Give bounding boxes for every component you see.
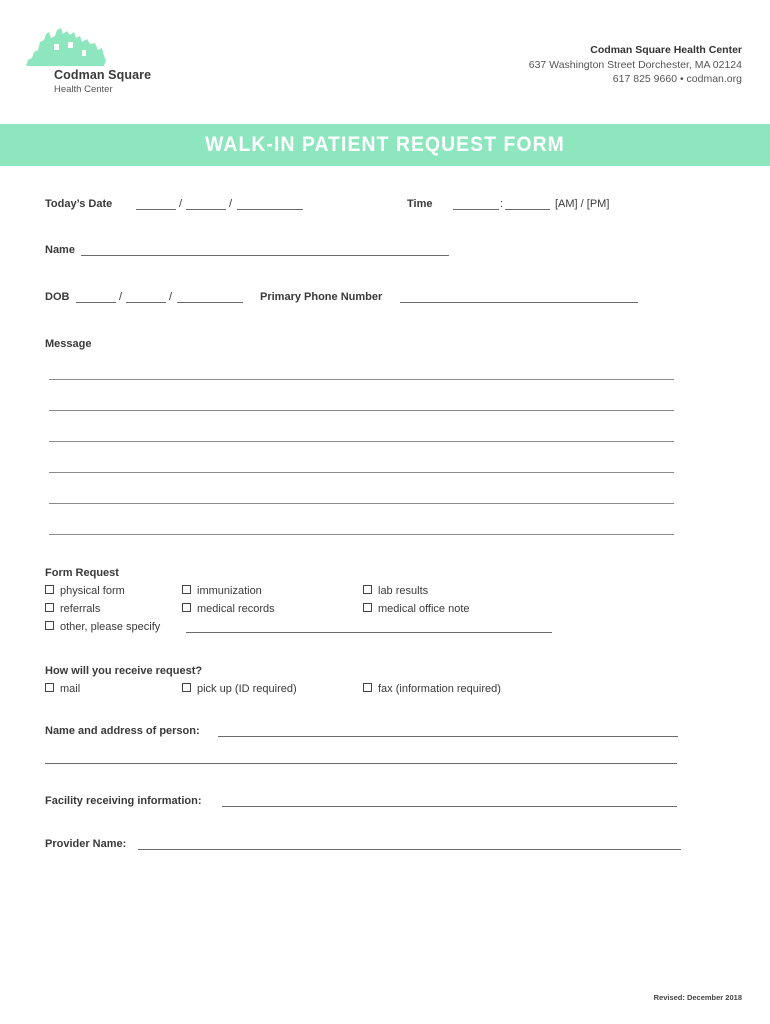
time-minute-field[interactable] bbox=[505, 209, 550, 210]
dob-label: DOB bbox=[45, 291, 70, 303]
date-slash: / bbox=[179, 198, 183, 210]
primary-phone-label: Primary Phone Number bbox=[260, 291, 383, 303]
message-line[interactable] bbox=[49, 379, 674, 380]
form-title: WALK-IN PATIENT REQUEST FORM bbox=[205, 133, 565, 156]
dob-year-field[interactable] bbox=[177, 302, 243, 303]
codman-logo-skyline-icon bbox=[24, 26, 108, 68]
option-immunization[interactable] bbox=[182, 585, 262, 597]
option-other[interactable] bbox=[45, 621, 160, 633]
logo-name: Codman Square bbox=[54, 68, 152, 82]
org-name: Codman Square Health Center bbox=[590, 44, 742, 56]
message-line[interactable] bbox=[49, 472, 674, 473]
dob-month-field[interactable] bbox=[76, 302, 116, 303]
option-physical-form[interactable] bbox=[45, 585, 125, 597]
time-hour-field[interactable] bbox=[453, 209, 499, 210]
option-fax[interactable] bbox=[363, 683, 501, 695]
receive-heading: How will you receive request? bbox=[45, 665, 203, 677]
option-pickup[interactable] bbox=[182, 683, 297, 695]
option-label: mail bbox=[60, 683, 81, 695]
facility-field[interactable] bbox=[222, 806, 677, 807]
date-slash: / bbox=[229, 198, 233, 210]
option-label: physical form bbox=[60, 585, 125, 597]
checkbox[interactable] bbox=[45, 603, 54, 612]
checkbox[interactable] bbox=[45, 683, 54, 692]
option-label: referrals bbox=[60, 603, 101, 615]
option-label: immunization bbox=[197, 585, 262, 597]
checkbox[interactable] bbox=[363, 683, 372, 692]
time-label: Time bbox=[407, 198, 433, 210]
checkbox[interactable] bbox=[363, 603, 372, 612]
message-line[interactable] bbox=[49, 441, 674, 442]
dob-slash: / bbox=[119, 291, 123, 303]
org-info bbox=[529, 43, 742, 87]
revised-note: Revised: December 2018 bbox=[653, 993, 742, 1002]
option-label: medical office note bbox=[378, 603, 470, 615]
provider-field[interactable] bbox=[138, 849, 681, 850]
primary-phone-field[interactable] bbox=[400, 302, 638, 303]
message-label: Message bbox=[45, 338, 92, 350]
dob-slash: / bbox=[169, 291, 173, 303]
checkbox[interactable] bbox=[45, 621, 54, 630]
other-specify-field[interactable] bbox=[186, 632, 552, 633]
name-field[interactable] bbox=[81, 255, 449, 256]
name-label: Name bbox=[45, 244, 75, 256]
date-day-field[interactable] bbox=[186, 209, 226, 210]
logo-subtitle: Health Center bbox=[54, 84, 113, 95]
provider-label: Provider Name: bbox=[45, 838, 127, 850]
option-lab-results[interactable] bbox=[363, 585, 428, 597]
option-label: pick up (ID required) bbox=[197, 683, 297, 695]
org-contact: 617 825 9660 • codman.org bbox=[612, 73, 742, 85]
checkbox[interactable] bbox=[363, 585, 372, 594]
checkbox[interactable] bbox=[182, 683, 191, 692]
org-address: 637 Washington Street Dorchester, MA 02124 bbox=[528, 58, 742, 71]
time-colon: : bbox=[500, 198, 504, 210]
form-request-heading: Form Request bbox=[45, 567, 119, 579]
person-field[interactable] bbox=[218, 736, 678, 737]
checkbox[interactable] bbox=[45, 585, 54, 594]
date-month-field[interactable] bbox=[136, 209, 176, 210]
date-year-field[interactable] bbox=[237, 209, 303, 210]
message-line[interactable] bbox=[49, 503, 674, 504]
option-label: medical records bbox=[197, 603, 275, 615]
option-label: other, please specify bbox=[60, 621, 161, 633]
facility-label: Facility receiving information: bbox=[45, 795, 202, 807]
option-label: fax (information required) bbox=[378, 683, 501, 695]
checkbox[interactable] bbox=[182, 585, 191, 594]
todays-date-label: Today’s Date bbox=[45, 198, 113, 210]
option-mail[interactable] bbox=[45, 683, 80, 695]
checkbox[interactable] bbox=[182, 603, 191, 612]
message-line[interactable] bbox=[49, 410, 674, 411]
option-label: lab results bbox=[378, 585, 429, 597]
person-label: Name and address of person: bbox=[45, 725, 200, 737]
option-medical-records[interactable] bbox=[182, 603, 275, 615]
am-pm-choice[interactable]: [AM] / [PM] bbox=[555, 198, 610, 210]
dob-day-field[interactable] bbox=[126, 302, 166, 303]
person-field-line-2[interactable] bbox=[45, 763, 677, 764]
message-line[interactable] bbox=[49, 534, 674, 535]
option-referrals[interactable] bbox=[45, 603, 100, 615]
option-medical-office-note[interactable] bbox=[363, 603, 470, 615]
